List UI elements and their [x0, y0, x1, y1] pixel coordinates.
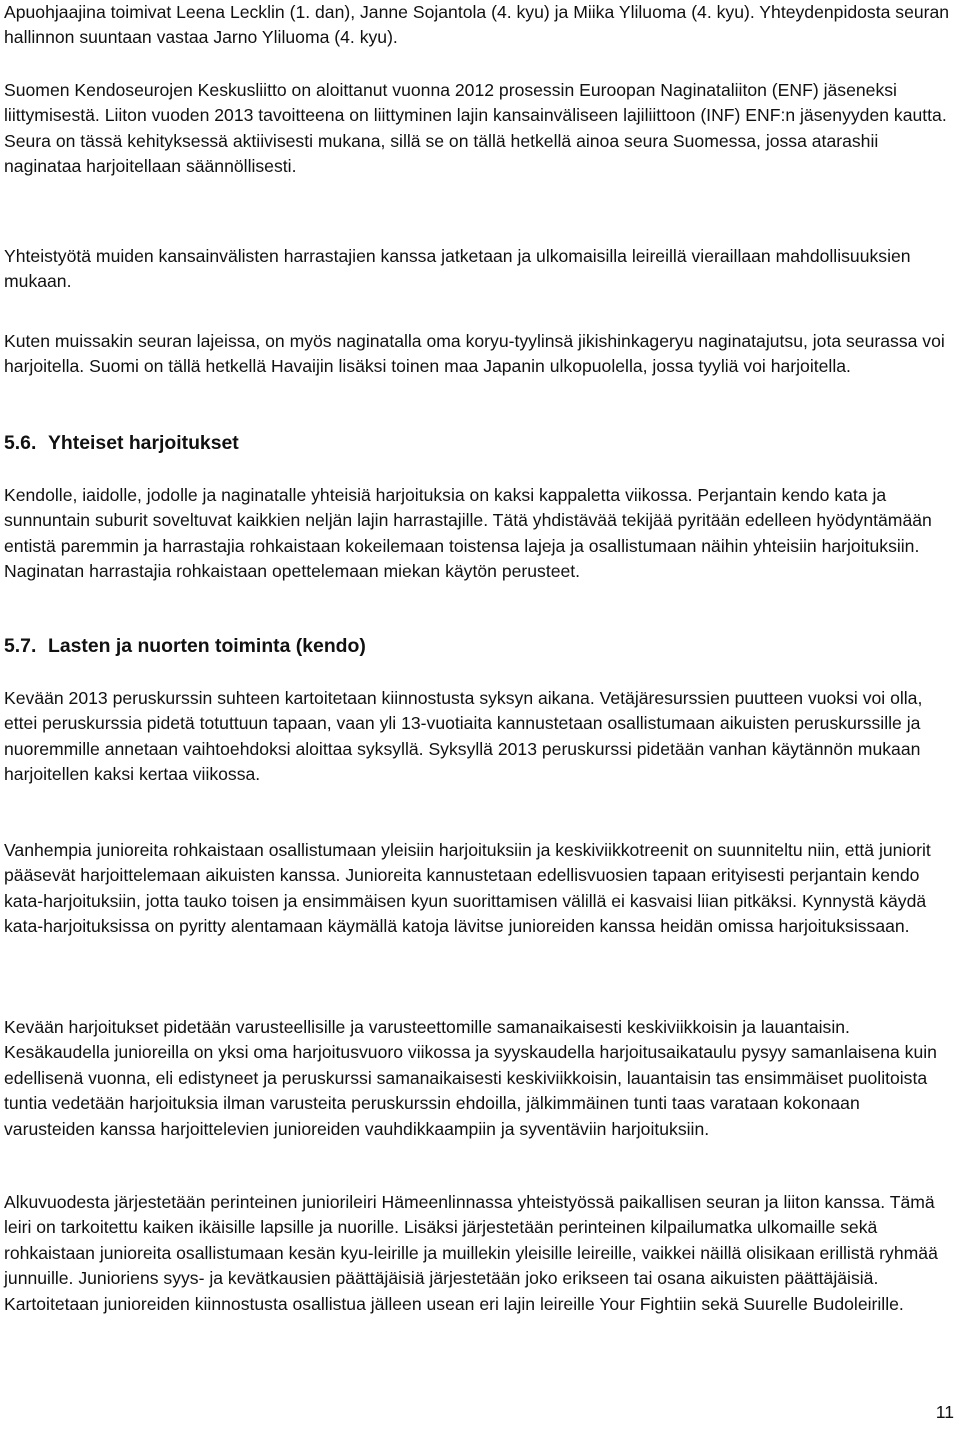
paragraph-joint-training: Kendolle, iaidolle, jodolle ja naginatalle yhteisiä harjoituksia on kaksi kappaletta viikossa. Perjantain kendo kata ja sunnuntain suburit soveltuvat kaikkien neljän lajin harrastajille. Tätä yhdistävää tekijää pyritään edelleen hyödyntämään entistä paremmin ja harrastajia rohkaistaan kokeilemaan toistensa lajeja ja osallistumaan näihin yhteisiin harjoituksiin. Naginatan harrastajia rohkaistaan opettelemaan miekan käytön perusteet. — [4, 485, 932, 582]
paragraph-koryu-style: Kuten muissakin seuran lajeissa, on myös naginatalla oma koryu-tyylinsä jikishinkageryu naginatajutsu, jota seurassa voi harjoitella. Suomi on tällä hetkellä Havaijin lisäksi toinen maa Japanin ulkopuolella, jossa tyyliä voi harjoitella. — [4, 331, 945, 377]
section-title: Yhteiset harjoitukset — [48, 432, 239, 454]
paragraph-naginata-federation: Suomen Kendoseurojen Keskusliitto on aloittanut vuonna 2012 prosessin Euroopan Naginataliiton (ENF) jäseneksi liittymisestä. Liiton vuoden 2013 tavoitteena on liittyminen lajin kansainväliseen lajiliittoon (INF) ENF:n jäsenyyden kautta. Seura on tässä kehityksessä aktiivisesti mukana, sillä se on tällä hetkellä ainoa seura Suomessa, jossa atarashii naginataa harjoitellaan säännöllisesti. — [4, 80, 947, 177]
paragraph-older-juniors: Vanhempia junioreita rohkaistaan osallistumaan yleisiin harjoituksiin ja keskiviikkotreenit on suunniteltu niin, että juniorit pääsevät harjoittelemaan aikuisten kanssa. Junioreita kannustetaan edellisvuosien tapaan erityisesti perjantain kendo kata-harjoituksiin, jotta tauko toisen ja ensimmäisen kyun suorittamisen välillä ei kasvaisi liian pitkäksi. Kynnystä käydä kata-harjoituksissa on pyritty alentamaan käymällä katoja lävitse junioreiden kanssa heidän omissa harjoituksissaan. — [4, 840, 931, 937]
section-title: Lasten ja nuorten toiminta (kendo) — [48, 635, 366, 657]
page-number: 11 — [935, 1402, 954, 1422]
paragraph-beginner-course: Kevään 2013 peruskurssin suhteen kartoitetaan kiinnostusta syksyn aikana. Vetäjäresurssien puutteen vuoksi voi olla, ettei peruskurssia pidetä totuttuun tapaan, vaan yli 13-vuotiaita kannustetaan osallistumaan aikuisten peruskurssille ja nuoremmille annetaan vaihtoehdoksi aloittaa syksyllä. Syksyllä 2013 peruskurssi pidetään vanhan käytännön mukaan harjoitellen kaksi kertaa viikossa. — [4, 688, 923, 785]
section-number: 5.6. — [4, 432, 37, 454]
paragraph-assistant-instructors: Apuohjaajina toimivat Leena Lecklin (1. dan), Janne Sojantola (4. kyu) ja Miika Yliluoma (4. kyu). Yhteydenpidosta seuran hallinnon suuntaan vastaa Jarno Yliluoma (4. kyu). — [4, 2, 950, 48]
paragraph-junior-camp: Alkuvuodesta järjestetään perinteinen juniorileiri Hämeenlinnassa yhteistyössä paikallisen seuran ja liiton kanssa. Tämä leiri on tarkoitettu kaiken ikäisille lapsille ja nuorille. Lisäksi järjestetään perinteinen kilpailumatka ulkomaille sekä rohkaistaan junioreita osallistumaan kesän kyu-leirille ja muillekin yleisille leireille, vaikkei näillä olisikaan erillistä ryhmää junnuille. Junioriens syys- ja kevätkausien päättäjäisiä järjestetään joko erikseen tai osana aikuisten päättäjäisiä. Kartoitetaan junioreiden kiinnostusta osallistua jälleen usean eri lajin leireille Your Fightiin sekä Suurelle Budoleirille. — [4, 1192, 938, 1314]
paragraph-international-cooperation: Yhteistyötä muiden kansainvälisten harrastajien kanssa jatketaan ja ulkomaisilla leireillä vieraillaan mahdollisuuksien mukaan. — [4, 246, 911, 292]
paragraph-spring-training: Kevään harjoitukset pidetään varusteellisille ja varusteettomille samanaikaisesti keskiviikkoisin ja lauantaisin. Kesäkaudella junioreilla on yksi oma harjoitusvuoro viikossa ja syyskaudella harjoitusaikataulu pysyy samanlaisena kuin edellisenä vuonna, eli edistyneet ja peruskurssi samanaikaisesti keskiviikkoisin, lauantaisin tas ensimmäiset puolitoista tuntia vedetään harjoituksia ilman varusteita peruskurssin ehdoilla, jälkimmäinen tunti taas varataan kokonaan varusteiden kanssa harjoittelevien junioreiden vauhdikkaampiin ja syventäviin harjoituksiin. — [4, 1017, 937, 1139]
section-heading-5-6 — [4, 431, 239, 455]
section-heading-5-7 — [4, 634, 366, 658]
section-number: 5.7. — [4, 635, 37, 657]
